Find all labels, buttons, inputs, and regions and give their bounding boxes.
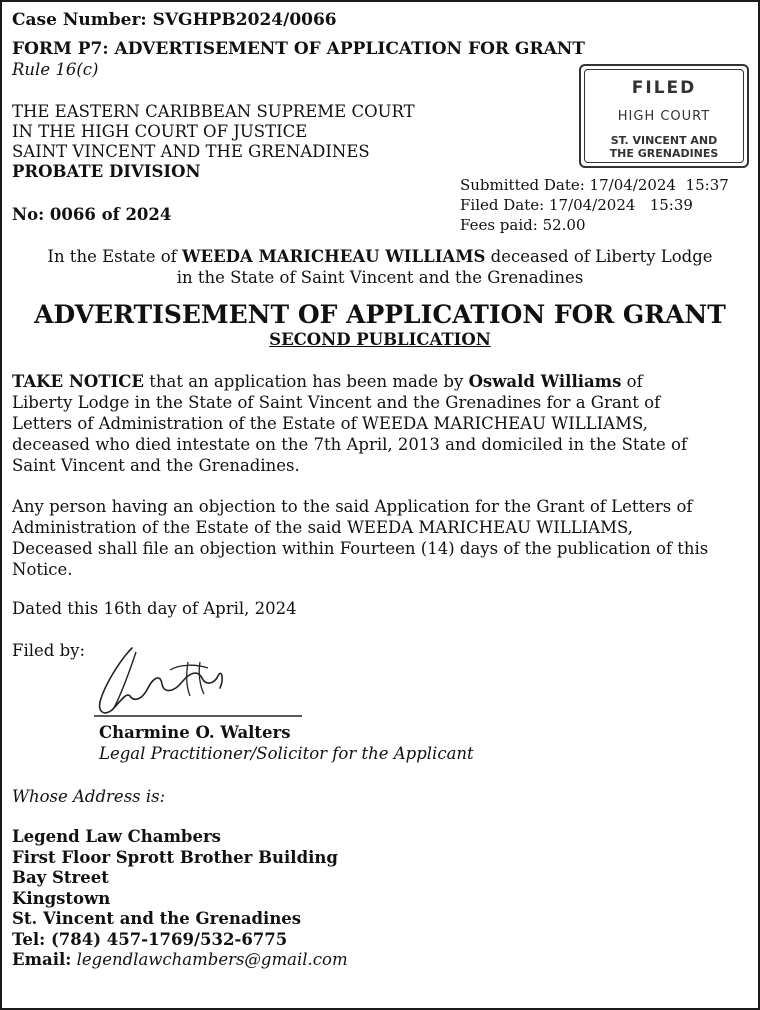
- notice-text-1-end: of: [621, 372, 643, 391]
- filed-stamp-inner: [584, 69, 744, 163]
- applicant-name: Oswald Williams: [468, 372, 622, 391]
- signature-image: [90, 640, 320, 722]
- main-title: ADVERTISEMENT OF APPLICATION FOR GRANT: [34, 300, 726, 329]
- stamp-jurisdiction-line2: THE GRENADINES: [609, 147, 719, 160]
- address-line-5: St. Vincent and the Grenadines: [12, 909, 302, 928]
- stamp-court-text: HIGH COURT: [617, 109, 711, 124]
- claim-number: No: 0066 of 2024: [12, 205, 172, 224]
- email-label: Email:: [12, 950, 72, 969]
- court-line-1: THE EASTERN CARIBBEAN SUPREME COURT: [12, 102, 415, 121]
- estate-heading: [2, 246, 758, 288]
- filing-info: [460, 175, 729, 235]
- address-block: [12, 827, 338, 950]
- objection-line-2: Administration of the Estate of the said WEEDA MARICHEAU WILLIAMS,: [12, 518, 633, 537]
- case-number: Case Number: SVGHPB2024/0066: [12, 10, 337, 30]
- notice-line-2: Liberty Lodge in the State of Saint Vincent and the Grenadines for a Grant of: [12, 393, 661, 412]
- rule-reference: Rule 16(c): [12, 60, 99, 79]
- notice-line-5: Saint Vincent and the Grenadines.: [12, 456, 300, 475]
- solicitor-title: Legal Practitioner/Solicitor for the Applicant: [99, 744, 474, 763]
- filed-stamp: [579, 64, 749, 168]
- address-line-4: Kingstown: [12, 888, 111, 908]
- estate-line-2: in the State of Saint Vincent and the Grenadines: [176, 268, 584, 287]
- publication-subtitle: SECOND PUBLICATION: [269, 330, 491, 349]
- notice-line-3: Letters of Administration of the Estate of WEEDA MARICHEAU WILLIAMS,: [12, 414, 648, 433]
- email-line: [12, 950, 348, 970]
- court-line-2: IN THE HIGH COURT OF JUSTICE: [12, 122, 308, 141]
- estate-suffix: deceased of Liberty Lodge: [485, 247, 713, 266]
- notice-paragraph-1: [12, 371, 754, 476]
- stamp-filed-text: FILED: [631, 78, 697, 98]
- submitted-date: Submitted Date: 17/04/2024 15:37: [460, 176, 729, 194]
- court-line-3: SAINT VINCENT AND THE GRENADINES: [12, 142, 370, 161]
- notice-text-1: that an application has been made by: [144, 372, 469, 391]
- form-title: FORM P7: ADVERTISEMENT OF APPLICATION FOR GRANT: [12, 39, 585, 59]
- filed-date: Filed Date: 17/04/2024 15:39: [460, 196, 693, 214]
- fees-paid: Fees paid: 52.00: [460, 216, 586, 234]
- deceased-name: WEEDA MARICHEAU WILLIAMS: [181, 247, 486, 266]
- notice-paragraph-2: [12, 496, 754, 580]
- address-line-3: Bay Street: [12, 868, 109, 887]
- filed-by-label: Filed by:: [12, 641, 86, 660]
- stamp-jurisdiction-line1: ST. VINCENT AND: [610, 134, 718, 147]
- address-label: Whose Address is:: [12, 787, 166, 806]
- email-address: legendlawchambers@gmail.com: [76, 950, 348, 969]
- court-heading: [12, 102, 415, 182]
- objection-line-1: Any person having an objection to the said Application for the Grant of Letters of: [12, 497, 693, 516]
- notice-line-4: deceased who died intestate on the 7th April, 2013 and domiciled in the State of: [12, 435, 688, 454]
- objection-line-3: Deceased shall file an objection within Fourteen (14) days of the publication of this: [12, 539, 709, 558]
- dated-line: Dated this 16th day of April, 2024: [12, 599, 297, 618]
- address-tel: Tel: (784) 457-1769/532-6775: [12, 929, 288, 949]
- court-division: PROBATE DIVISION: [12, 162, 201, 181]
- estate-prefix: In the Estate of: [47, 247, 182, 266]
- solicitor-name: Charmine O. Walters: [99, 723, 291, 742]
- take-notice-label: TAKE NOTICE: [12, 372, 144, 391]
- objection-line-4: Notice.: [12, 560, 73, 579]
- address-line-2: First Floor Sprott Brother Building: [12, 847, 338, 867]
- address-line-1: Legend Law Chambers: [12, 827, 221, 846]
